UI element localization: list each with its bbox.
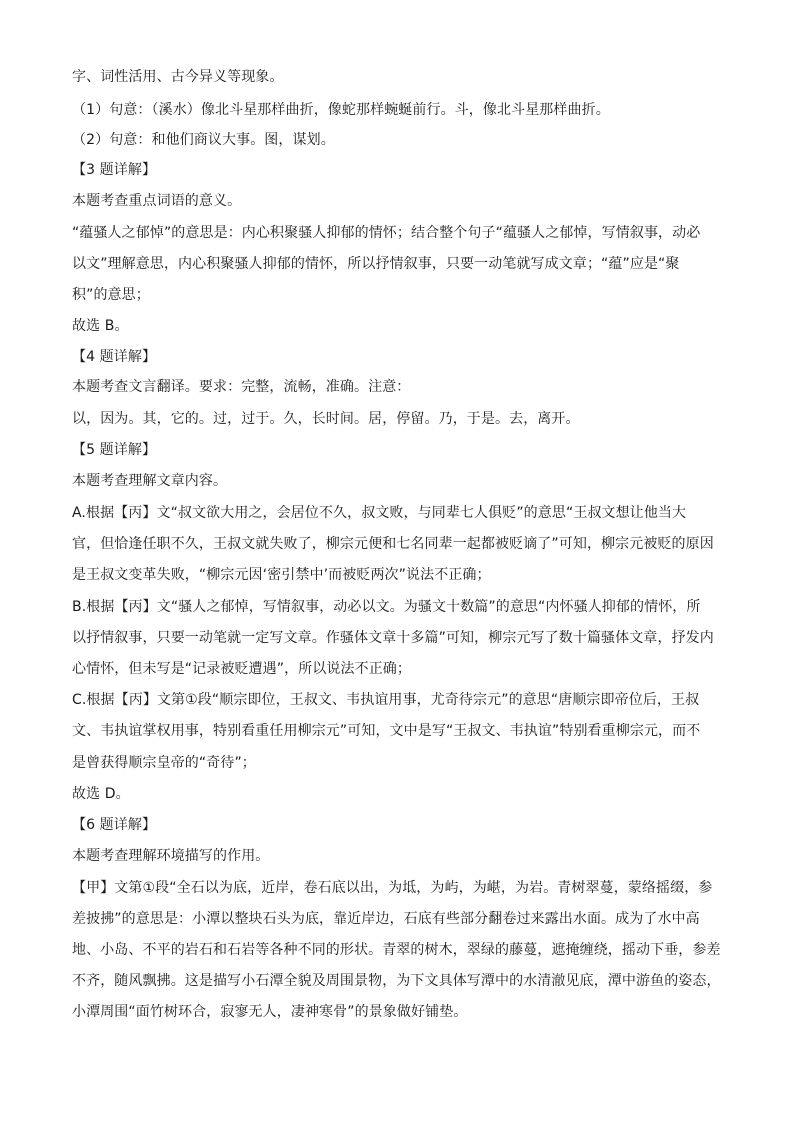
text-line: 本题考查重点词语的意义。 xyxy=(72,193,242,209)
text-line: B.根据【丙】文“骚人之郁悼，写情叙事，动必以文。为骚文十数篇”的意思“内怀骚人抑郁的情怀，所 xyxy=(72,599,701,615)
text-line: 心情怀，但未写是“记录被贬遭遇”，所以说法不正确； xyxy=(72,661,412,677)
text-line: 故选 D。 xyxy=(72,786,130,802)
text-line: 以，因为。其，它的。过，过于。久，长时间。居，停留。乃，于是。去，离开。 xyxy=(72,411,580,427)
section-heading: 【3 题详解】 xyxy=(72,162,157,178)
text-line: （2）句意：和他们商议大事。图，谋划。 xyxy=(72,132,335,148)
text-line: （1）句意：（溪水）像北斗星那样曲折，像蛇那样蜿蜒前行。斗，像北斗星那样曲折。 xyxy=(72,102,610,118)
text-line: 积”的意思； xyxy=(72,287,150,303)
text-line: “蕴骚人之郁悼”的意思是：内心积聚骚人抑郁的情怀；结合整个句子“蕴骚人之郁悼，写情叙事，动必 xyxy=(72,225,701,241)
text-line: 官，但恰逢任职不久，王叔文就失败了，柳宗元便和七名同辈一起都被贬谪了”可知，柳宗元被贬的原因 xyxy=(72,536,714,552)
text-line: 是王叔文变革失败，“柳宗元因‘密引禁中’而被贬两次”说法不正确； xyxy=(72,567,491,583)
section-heading: 【6 题详解】 xyxy=(72,817,157,833)
text-line: A.根据【丙】文“叔文欲大用之，会居位不久，叔文败，与同辈七人俱贬”的意思“王叔文想让他当大 xyxy=(72,505,687,521)
text-line: 本题考查文言翻译。要求：完整，流畅，准确。注意： xyxy=(72,379,411,395)
text-line: 本题考查理解文章内容。 xyxy=(72,473,228,489)
section-heading: 【5 题详解】 xyxy=(72,442,157,458)
text-line: 故选 B。 xyxy=(72,318,129,334)
text-line: 不齐，随风飘拂。这是描写小石潭全貌及周围景物，为下文具体写潭中的水清澈见底，潭中游鱼的姿态， xyxy=(72,973,721,989)
section-heading: 【4 题详解】 xyxy=(72,349,157,365)
text-line: 小潭周围“面竹树环合，寂寥无人，凄神寒骨”的景象做好铺垫。 xyxy=(72,1004,468,1020)
text-line: 差披拂”的意思是：小潭以整块石头为底，靠近岸边，石底有些部分翻卷过来露出水面。成为了水中高 xyxy=(72,911,700,927)
text-line: 文、韦执谊掌权用事，特别看重任用柳宗元”可知，文中是写“王叔文、韦执谊”特别看重柳宗元，而不 xyxy=(72,723,701,739)
text-line: 【甲】文第①段“全石以为底，近岸，卷石底以出，为坻，为屿，为嵁，为岩。青树翠蔓，蒙络摇缀，参 xyxy=(72,880,713,896)
text-line: 以文”理解意思，内心积聚骚人抑郁的情怀，所以抒情叙事，只要一动笔就写成文章；“蕴”应是“聚 xyxy=(72,256,680,272)
text-line: 本题考查理解环境描写的作用。 xyxy=(72,848,270,864)
text-line: 是曾获得顺宗皇帝的“奇待”； xyxy=(72,755,256,771)
text-line: C.根据【丙】文第①段“顺宗即位，王叔文、韦执谊用事，尤奇待宗元”的意思“唐顺宗即帝位后，王叔 xyxy=(72,692,700,708)
text-line: 地、小岛、不平的岩石和石岩等各种不同的形状。青翠的树木，翠绿的藤蔓，遮掩缠绕，摇动下垂，参差 xyxy=(72,942,721,958)
text-line: 字、词性活用、古今异义等现象。 xyxy=(72,69,284,85)
text-line: 以抒情叙事，只要一动笔就一定写文章。作骚体文章十多篇”可知，柳宗元写了数十篇骚体文章，抒发内 xyxy=(72,630,714,646)
